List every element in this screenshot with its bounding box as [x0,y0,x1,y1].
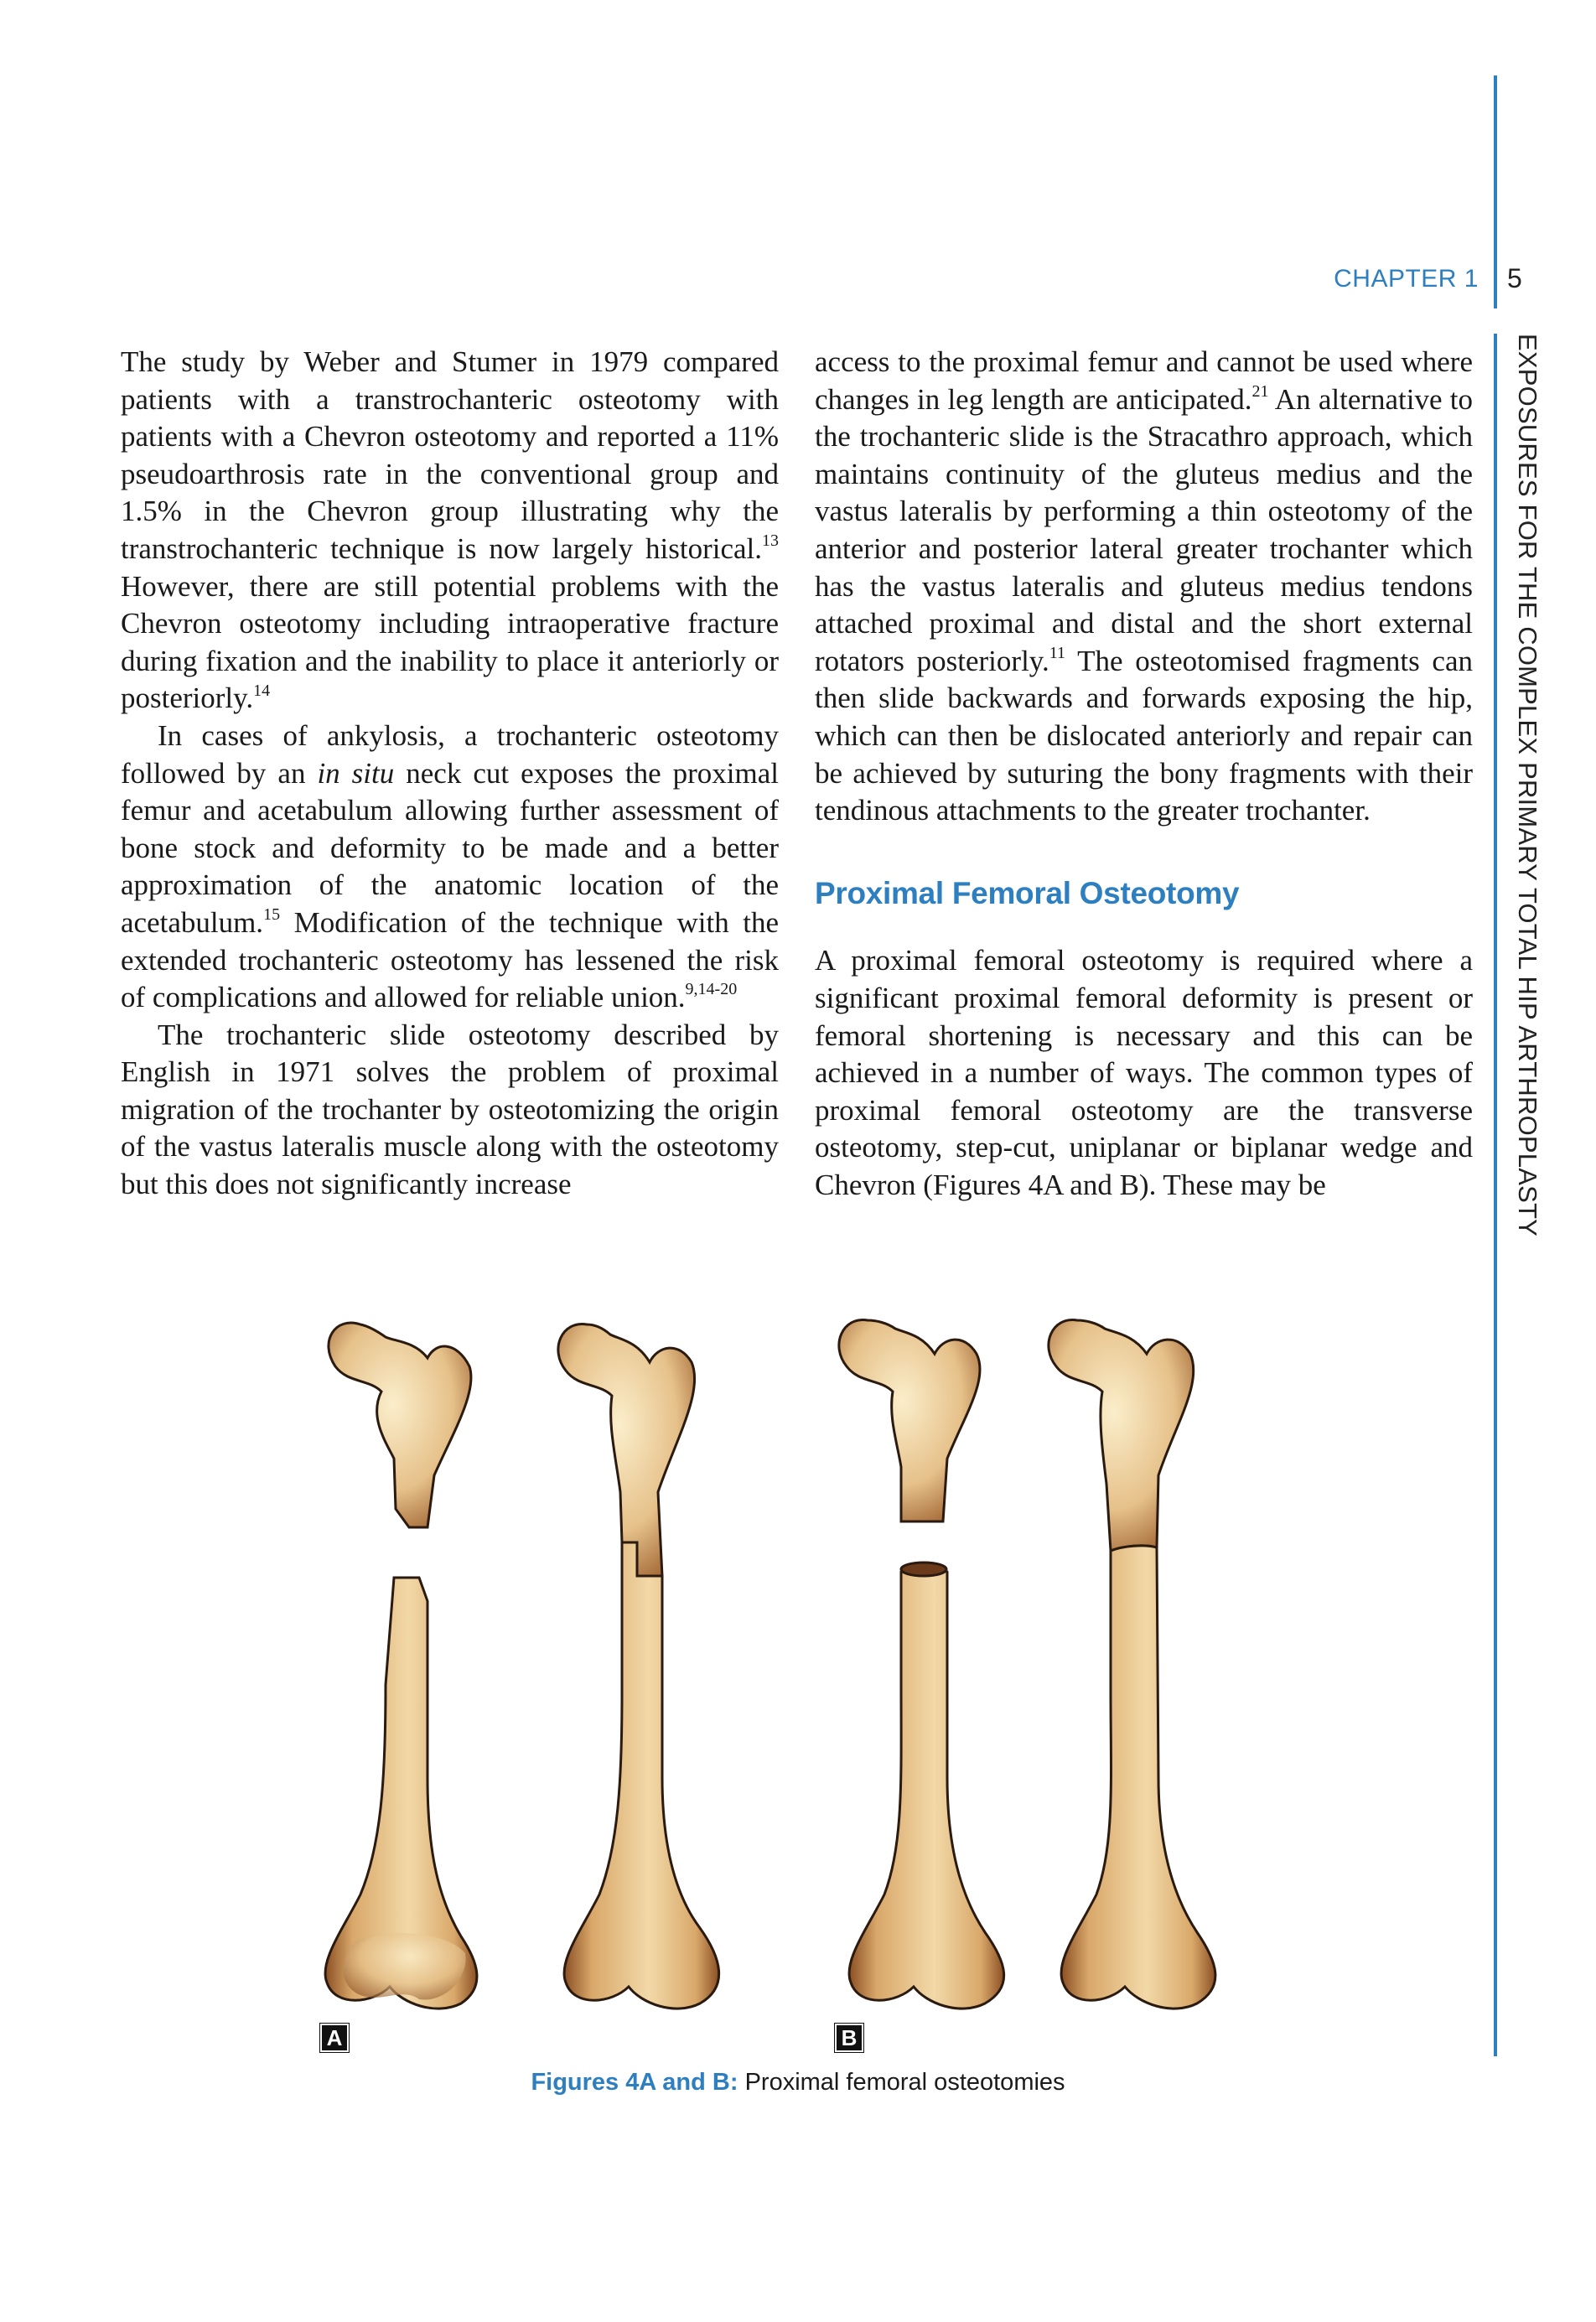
panel-label-b: B [835,2024,863,2052]
femur-chevron [1049,1320,1215,2009]
running-title [1505,334,1542,1236]
paragraph: access to the proximal femur and cannot be used where changes in leg length are anticipated.$^{21}$ An alternative to the trochanteric slide is the Stracathro approach, which maintains continuity of the gluteus medius and the vastus lateralis by performing a thin osteotomy of the anterior and posterior lateral greater trochanter which has the vastus lateralis and gluteus medius tendons attached proximal and distal and the short external rotators posteriorly.$^{11}$ The osteotomised fragments can then slide backwards and forwards exposing the hip, which can then be dislocated anteriorly and repair can be achieved by suturing the bony fragments with their tendinous attachments to the greater trochanter. [815,345,1474,827]
side-rule [1494,334,1497,2056]
right-column [815,344,1473,1204]
caption-text: Proximal femoral osteotomies [738,2069,1065,2096]
page-number: 5 [1507,263,1522,293]
femur-wedge [839,1320,1004,2009]
chapter-label: CHAPTER 1 [1334,265,1479,293]
paragraph: The study by Weber and Stumer in 1979 compared patients with a transtrochanteric osteotomy with patients with a Chevron osteotomy and reported a 11% pseudoarthrosis rate in the conventional group and 1.5% in the Chevron group illustrating why the transtrochanteric technique is now largely historical.$^{13}$ However, there are still potential problems with the Chevron osteotomy including intraoperative fracture during fixation and the inability to place it anteriorly or posteriorly.$^{14}$ [121,345,779,715]
femur-osteotomy-figure [302,1308,1492,2062]
femur-step-cut [558,1324,719,2009]
figure-caption [0,2069,1596,2097]
header-rule [1494,75,1497,308]
caption-label: Figures 4A and B: [531,2069,738,2096]
paragraph: A proximal femoral osteotomy is required where a significant proximal femoral deformity is present or femoral shortening is necessary and this can be achieved in a number of ways. The common types of proximal femoral osteotomy are the transverse osteotomy, step-cut, uniplanar or biplanar wedge and Chevron (Figures 4A and B). These may be [815,944,1473,1201]
left-column [121,344,779,1204]
paragraph: In cases of ankylosis, a trochanteric osteotomy followed by an in situ neck cut exposes the proximal femur and acetabulum allowing further assessment of bone stock and deformity to be made and a better approximation of the anatomic location of the acetabulum.$^{15}$ Modification of the technique with the extended trochanteric osteotomy has lessened the risk of complications and allowed for reliable union.$^{9,14-20}$ [121,718,780,1014]
femur-transverse [325,1323,477,2008]
running-title-text: EXPOSURES FOR THE COMPLEX PRIMARY TOTAL HIP ARTHROPLASTY [1513,334,1542,1236]
section-heading: Proximal Femoral Osteotomy [815,875,1240,910]
panel-label-a: A [320,2024,349,2052]
paragraph: The trochanteric slide osteotomy described by English in 1971 solves the problem of proximal migration of the trochanter by osteotomizing the origin of the vastus lateralis muscle along with the osteotomy but this does not significantly increase [121,1018,779,1201]
